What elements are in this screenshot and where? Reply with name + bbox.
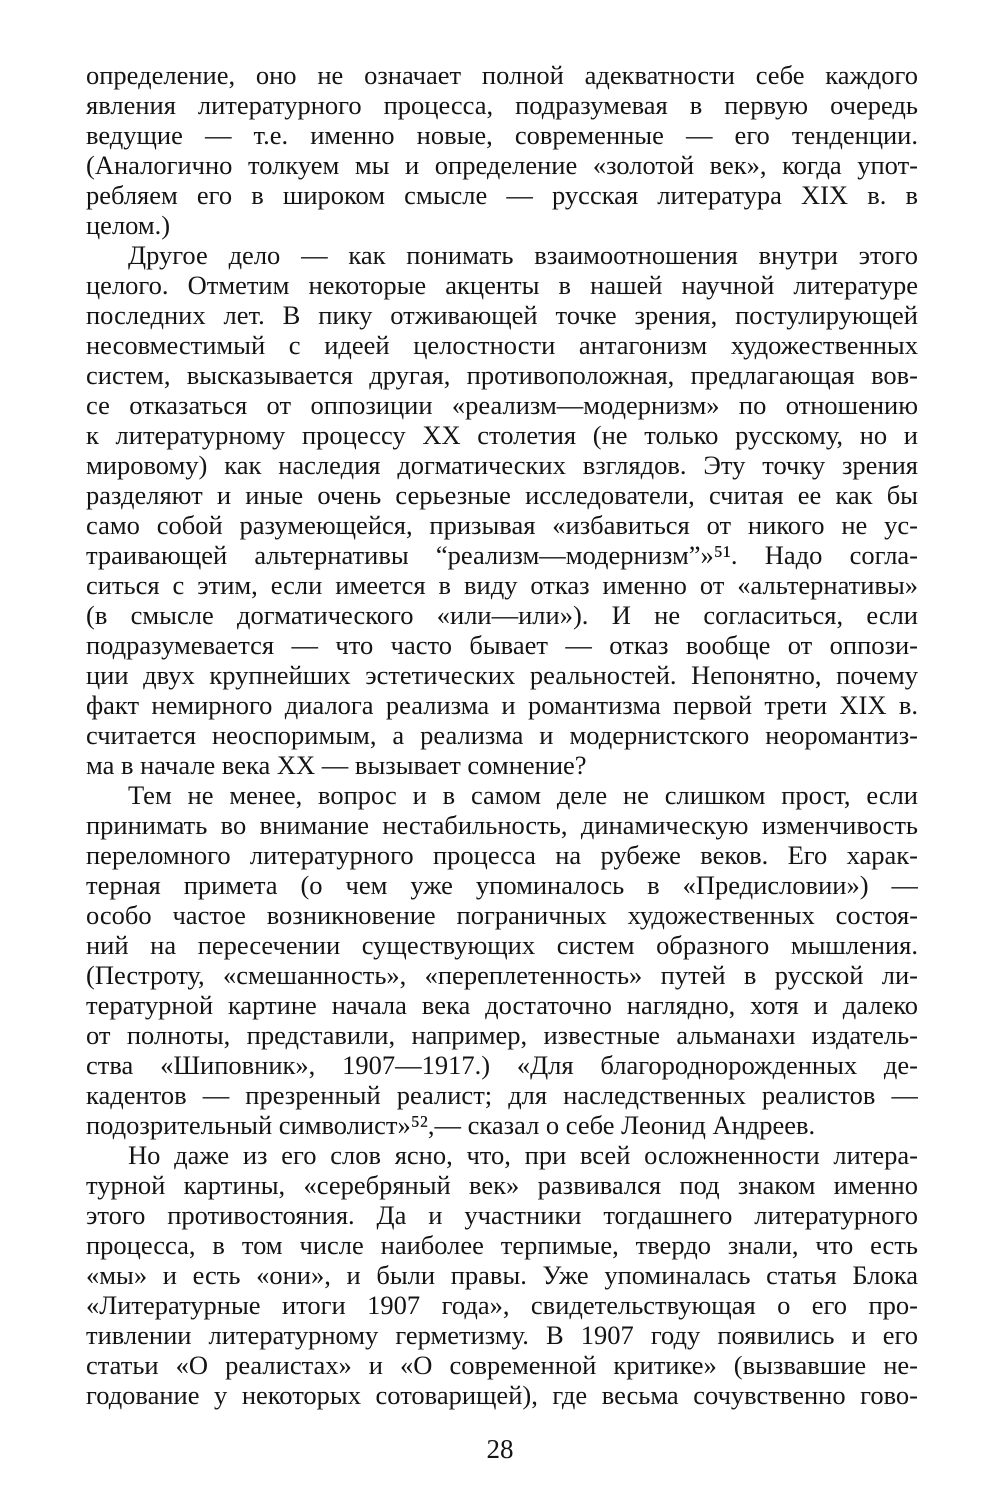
paragraph-3 xyxy=(86,780,918,1140)
text-line: Но даже из его слов ясно, что, при всей осложненности литера- xyxy=(128,1140,918,1170)
text-line: процесса, в том числе наиболее терпимые, твердо знали, что есть xyxy=(86,1230,918,1260)
text-line: принимать во внимание нестабильность, динамическую изменчивость xyxy=(86,810,918,840)
text-line: ситься с этим, если имеется в виду отказ именно от «альтернативы» xyxy=(86,570,918,600)
paragraph-1 xyxy=(86,60,918,240)
text-line: подразумевается — что часто бывает — отказ вообще от оппози- xyxy=(86,630,918,660)
text-line: переломного литературного процесса на рубеже веков. Его харак- xyxy=(86,840,918,870)
text-line: целого. Отметим некоторые акценты в нашей научной литературе xyxy=(86,270,918,300)
text-line: последних лет. В пику отживающей точке зрения, постулирующей xyxy=(86,300,918,330)
text-line: траивающей альтернативы “реализм—модернизм”»⁵¹. Надо согла- xyxy=(86,540,918,570)
text-line: статьи «О реалистах» и «О современной критике» (вызвавшие не- xyxy=(86,1350,918,1380)
text-line: «мы» и есть «они», и были правы. Уже упоминалась статья Блока xyxy=(86,1260,918,1290)
text-line: ний на пересечении существующих систем образного мышления. xyxy=(86,930,918,960)
text-line: ства «Шиповник», 1907—1917.) «Для благороднорожденных де- xyxy=(86,1050,918,1080)
text-line: подозрительный символист»⁵²,— сказал о себе Леонид Андреев. xyxy=(86,1110,816,1140)
text-line: (Пестроту, «смешанность», «переплетенность» путей в русской ли- xyxy=(86,960,918,990)
text-line: целом.) xyxy=(86,210,171,240)
text-line: тивлении литературному герметизму. В 1907 году появились и его xyxy=(86,1320,918,1350)
text-line: терная примета (о чем уже упоминалось в «Предисловии») — xyxy=(86,870,918,900)
text-line: ведущие — т.е. именно новые, современные — его тенденции. xyxy=(86,120,918,150)
text-line: явления литературного процесса, подразумевая в первую очередь xyxy=(86,90,918,120)
text-line: особо частое возникновение пограничных художественных состоя- xyxy=(86,900,918,930)
paragraph-2 xyxy=(86,240,918,780)
text-line: тературной картине начала века достаточно наглядно, хотя и далеко xyxy=(86,990,918,1020)
paragraph-4 xyxy=(86,1140,918,1410)
text-line: (Аналогично толкуем мы и определение «золотой век», когда упот- xyxy=(86,150,918,180)
text-line: кадентов — презренный реалист; для наследственных реалистов — xyxy=(86,1080,918,1110)
text-line: годование у некоторых сотоварищей), где весьма сочувственно гово- xyxy=(86,1380,918,1410)
text-line: факт немирного диалога реализма и романтизма первой трети XIX в. xyxy=(86,690,918,720)
page-number: 28 xyxy=(486,1434,514,1464)
text-line: турной картины, «серебряный век» развивался под знаком именно xyxy=(86,1170,918,1200)
text-line: этого противостояния. Да и участники тогдашнего литературного xyxy=(86,1200,918,1230)
text-line: само собой разумеющейся, призывая «избавиться от никого не ус- xyxy=(86,510,918,540)
text-line: мировому) как наследия догматических взглядов. Эту точку зрения xyxy=(86,450,918,480)
text-line: (в смысле догматического «или—или»). И не согласиться, если xyxy=(86,600,918,630)
text-line: Тем не менее, вопрос и в самом деле не слишком прост, если xyxy=(128,780,918,810)
text-line: от полноты, представили, например, известные альманахи издатель- xyxy=(86,1020,918,1050)
text-line: систем, высказывается другая, противоположная, предлагающая вов- xyxy=(86,360,918,390)
text-line: определение, оно не означает полной адекватности себе каждого xyxy=(86,60,918,90)
text-line: к литературному процессу XX столетия (не только русскому, но и xyxy=(86,420,918,450)
text-line: разделяют и иные очень серьезные исследователи, считая ее как бы xyxy=(86,480,918,510)
page-text xyxy=(86,60,918,1410)
text-line: несовместимый с идеей целостности антагонизм художественных xyxy=(86,330,918,360)
text-line: ма в начале века XX — вызывает сомнение? xyxy=(86,750,587,780)
text-line: «Литературные итоги 1907 года», свидетельствующая о его про- xyxy=(86,1290,918,1320)
text-line: считается неоспоримым, а реализма и модернистского неоромантиз- xyxy=(86,720,918,750)
text-line: ребляем его в широком смысле — русская литература XIX в. в xyxy=(86,180,918,210)
text-line: ции двух крупнейших эстетических реальностей. Непонятно, почему xyxy=(86,660,918,690)
text-line: Другое дело — как понимать взаимоотношения внутри этого xyxy=(128,240,918,270)
text-line: се отказаться от оппозиции «реализм—модернизм» по отношению xyxy=(86,390,918,420)
